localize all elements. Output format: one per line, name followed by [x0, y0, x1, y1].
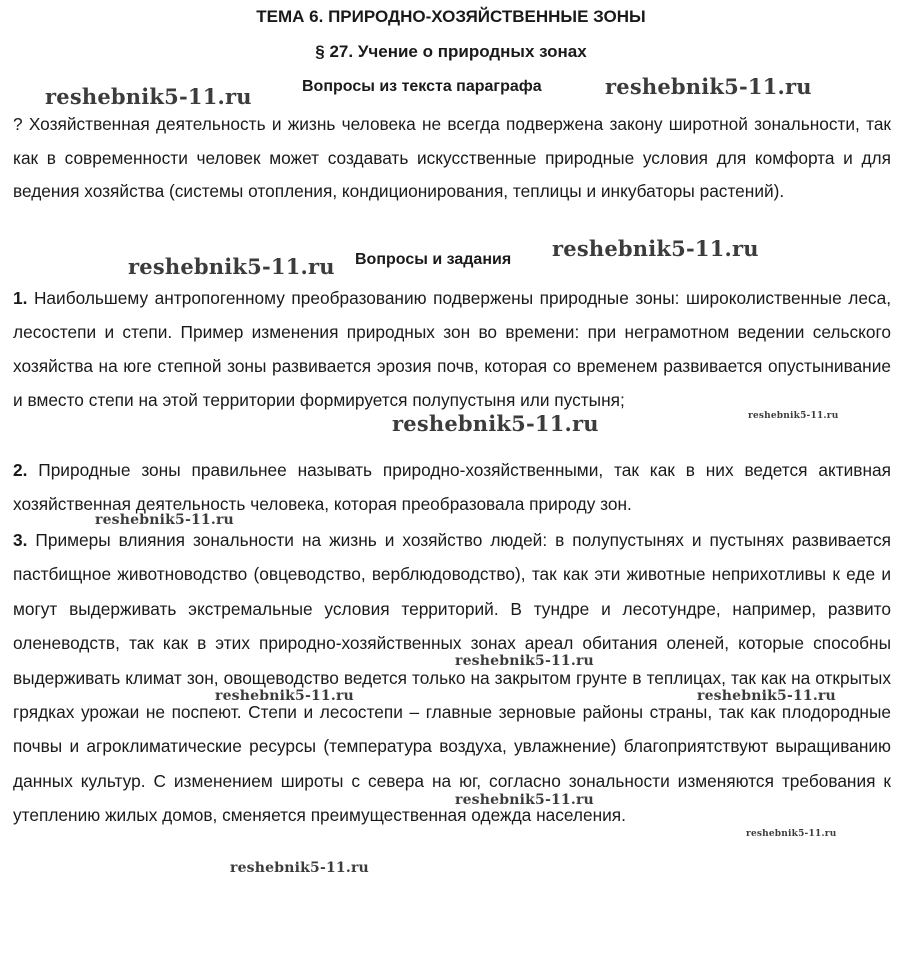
watermark-logo: reshebnik5-11.ru [128, 254, 335, 279]
text-questions-heading: Вопросы из текста параграфа [302, 78, 542, 95]
watermark-logo: reshebnik5-11.ru [697, 688, 836, 704]
watermark-logo: reshebnik5-11.ru [95, 512, 234, 528]
watermark-logo: reshebnik5-11.ru [746, 829, 837, 839]
task-number: 1. [13, 288, 28, 308]
watermark-logo: reshebnik5-11.ru [230, 860, 369, 876]
task-number: 2. [13, 460, 28, 480]
watermark-logo: reshebnik5-11.ru [45, 84, 252, 109]
task-text: Наибольшему антропогенному преобразованию подвержены природные зоны: широколиственные леса, лесостепи и степи. Пример изменения природных зон во времени: при неграмотном ведении сельского хозяйства на юге степной зоны развивается эрозия почв, которая со временем развивается опустынивание и вместо степи на этой территории формируется полупустыня или пустыня; [13, 288, 891, 410]
watermark-logo: reshebnik5-11.ru [552, 236, 759, 261]
tasks-heading: Вопросы и задания [355, 251, 512, 268]
task-text: Природные зоны правильнее называть природно-хозяйственными, так как в них ведется активная хозяйственная деятельность человека, которая преобразовала природу зон. [13, 460, 891, 514]
watermark-logo: reshebnik5-11.ru [455, 653, 594, 669]
watermark-logo: reshebnik5-11.ru [392, 411, 599, 436]
watermark-logo: reshebnik5-11.ru [215, 688, 354, 704]
task-text: Примеры влияния зональности на жизнь и хозяйство людей: в полупустынях и пустынях развивается пастбищное животноводство (овцеводство, верблюдоводство), так как эти животные неприхотливы к еде и могут выдерживать экстремальные условия территорий. В тундре и лесотундре, например, развито оленеводств, так как в этих природно-хозяйственных зонах ареал обитания оленей, которые способны выдерживать климат зон, овощеводство ведется только на закрытом грунте в теплицах, так как на открытых грядках урожаи не поспеют. Степи и лесостепи – главные зерновые районы страны, так как плодородные почвы и агроклиматические ресурсы (температура воздуха, увлажнение) благоприятствуют выращиванию данных культур. С изменением широты с севера на юг, согласно зональности изменяются требования к утеплению жилых домов, сменяется преимущественная одежда населения. [13, 530, 891, 826]
watermark-logo: reshebnik5-11.ru [748, 411, 839, 421]
task-item-3 [13, 523, 891, 833]
task-item-2 [13, 454, 891, 521]
text-question-answer: ? Хозяйственная деятельность и жизнь человека не всегда подвержена закону широтной зональности, так как в современности человек может создавать искусственные природные условия для комфорта и для ведения хозяйства (системы отопления, кондиционирования, теплицы и инкубаторы растений). [13, 114, 891, 201]
watermark-logo: reshebnik5-11.ru [605, 74, 812, 99]
paragraph-title: § 27. Учение о природных зонах [315, 42, 587, 61]
watermark-logo: reshebnik5-11.ru [455, 792, 594, 808]
task-number: 3. [13, 530, 28, 550]
topic-title: ТЕМА 6. ПРИРОДНО-ХОЗЯЙСТВЕННЫЕ ЗОНЫ [256, 7, 646, 26]
task-item-1 [13, 281, 891, 417]
